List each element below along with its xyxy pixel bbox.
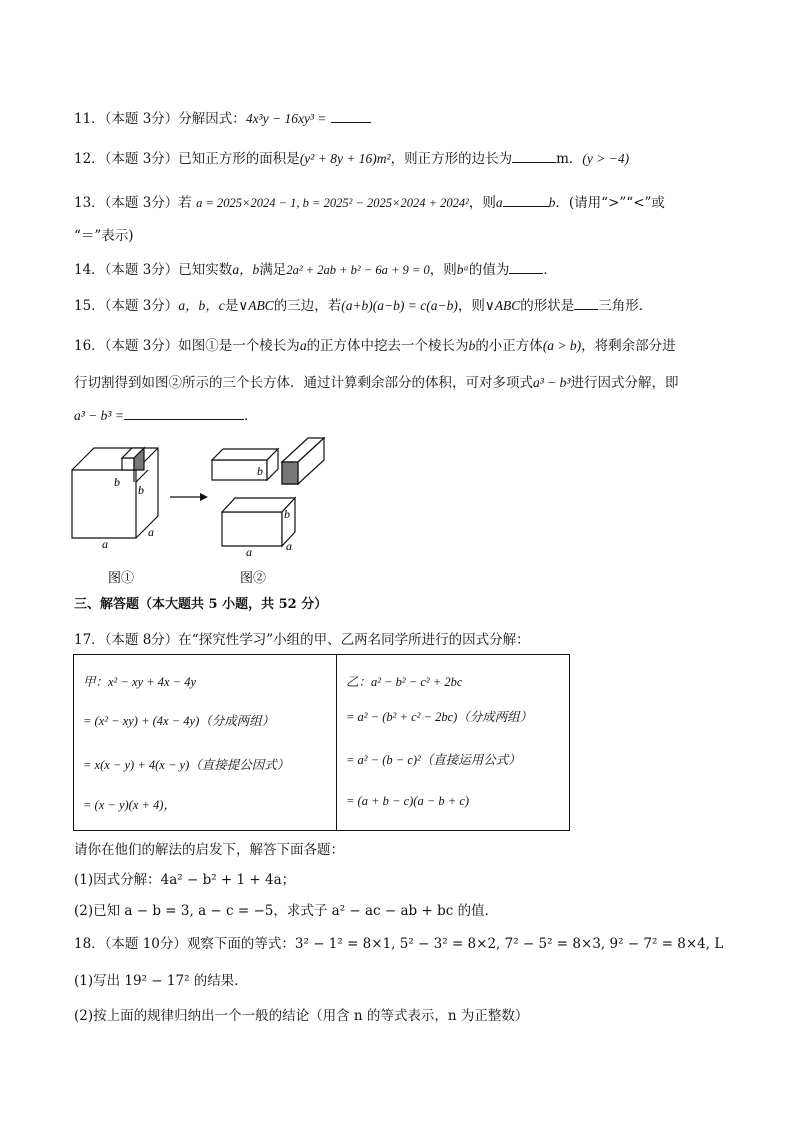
question-17-intro: 17．（本题 8分）在“探究性学习”小组的甲、乙两名同学所进行的因式分解： (74, 632, 530, 648)
q15-expression: (a+b)(a−b) = c(a−b) (341, 298, 458, 313)
jia-line-4: = (x − y)(x + 4)， (83, 798, 176, 812)
yi-line-3: = a² − (b − c)²（直接运用公式） (346, 753, 521, 767)
question-11 (74, 108, 371, 129)
jia-line-2: = (x² − xy) + (4x − 4y)（分成两组） (83, 714, 275, 728)
question-18: 18．（本题 10分）观察下面的等式：3² − 1² = 8×1, 5² − 3² = 8×2, 7² − 5² = 8×3, 9² − 7² = 8×4, L (74, 936, 724, 952)
answer-blank (509, 259, 543, 274)
q14-text: 14．（本题 3分）已知实数 (74, 262, 233, 278)
yi-line-2: = a² − (b² + c² − 2bc)（分成两组） (346, 710, 533, 724)
figure-2-cuboids (212, 438, 324, 546)
q16-b: b (468, 338, 476, 353)
question-17-after: 请你在他们的解法的启发下，解答下面各题： (74, 842, 344, 858)
q15-triangle2: ∨ABC (484, 298, 521, 313)
question-15 (74, 295, 652, 316)
q16-text-b: 的正方体中挖去一个棱长为 (306, 338, 469, 354)
q12-expression: (y² + 8y + 16)m² (299, 151, 391, 166)
q15-triangle: ∨ABC (238, 298, 274, 313)
q16-answer-expression: a³ − b³ = (74, 408, 124, 423)
jia-line-3: = x(x − y) + 4(x − y)（直接提公因式） (83, 758, 290, 772)
q12-text: 12．（本题 3分）已知正方形的面积是 (74, 151, 300, 167)
q11-expression: 4x³y − 16xy³ = (245, 111, 327, 126)
q15-end: 三角形． (598, 298, 653, 314)
q16-text2b: 进行因式分解，即 (570, 375, 679, 391)
question-18-part1: (1)写出 19² − 17² 的结果． (74, 973, 248, 989)
fig2-label-b1: b (257, 464, 263, 478)
q15-mid: 是 (224, 298, 239, 314)
q16-text2: 行切割得到如图②所示的三个长方体．通过计算剩余部分的体积，可对多项式 (74, 375, 533, 391)
q14-expression: 2a² + 2ab + b² − 6a + 9 = 0 (286, 263, 430, 277)
answer-blank (331, 108, 371, 123)
q16-text-c: 的小正方体 (475, 338, 543, 354)
fig2-label-b2: b (284, 507, 290, 521)
q12-condition: (y > −4) (582, 151, 630, 166)
question-17-part1: (1)因式分解：4a² − b² + 1 + 4a； (74, 872, 296, 888)
fig2-caption: 图② (240, 570, 267, 585)
q15-vars: a，b，c (178, 298, 225, 313)
q11-text: 11．（本题 3分）分解因式： (74, 111, 246, 127)
q13-expression: a = 2025×2024 − 1, b = 2025² − 2025×2024 + 2024² (196, 196, 469, 210)
q16-a: a (299, 338, 307, 353)
q12-unit: m． (556, 151, 583, 167)
q16-expression: a³ − b³ (533, 375, 571, 390)
answer-blank (574, 295, 598, 310)
q14-end: ． (543, 262, 557, 278)
q14-vars: a，b (232, 262, 260, 277)
q16-text: 16．（本题 3分）如图①是一个棱长为 (74, 338, 300, 354)
solution-yi (337, 655, 570, 831)
q14-tail: 的值为 (468, 262, 510, 278)
answer-blank (124, 405, 244, 420)
fig1-label-b1: b (114, 475, 120, 489)
question-17-part2: (2)已知 a − b = 3, a − c = −5，求式子 a² − ac − ab + bc 的值． (74, 903, 499, 919)
question-18-part2: (2)按上面的规律归纳出一个一般的结论（用含 n 的等式表示，n 为正整数） (74, 1008, 529, 1024)
question-12 (74, 148, 629, 169)
solution-table (73, 654, 570, 831)
q15-text: 15．（本题 3分） (74, 298, 179, 314)
cube-figure (60, 430, 350, 595)
jia-line-1: 甲：x² − xy + 4x − 4y (83, 675, 197, 689)
solution-jia (74, 655, 337, 831)
q16-text-d: ，将剩余部分进 (581, 338, 676, 354)
q12-mid: ，则正方形的边长为 (390, 151, 513, 167)
fig1-label-a2: a (148, 525, 154, 539)
answer-blank (503, 192, 549, 207)
yi-line-1: 乙：a² − b² − c² + 2bc (346, 675, 463, 689)
section-3-heading: 三、解答题（本大题共 5 小题，共 52 分） (74, 597, 328, 612)
q13-a: a (495, 195, 503, 210)
question-13 (74, 192, 665, 213)
fig2-label-a1: a (246, 545, 252, 559)
q13-text: 13．（本题 3分）若 (74, 195, 192, 211)
question-14 (74, 259, 557, 280)
q15-tail: 的形状是 (520, 298, 575, 314)
q14-expression2: bᵃ (456, 262, 469, 277)
answer-blank (512, 148, 556, 163)
figure-1-cube (72, 448, 158, 538)
q16-end: ． (243, 408, 258, 424)
q16-condition: (a > b) (542, 338, 582, 353)
fig1-caption: 图① (108, 570, 135, 585)
q14-mid2: ，则 (429, 262, 457, 278)
question-16-line2 (74, 373, 678, 393)
arrow-icon (170, 493, 208, 501)
q14-mid: 满足 (259, 262, 287, 278)
q13-tail: ．(请用“>”“<”或 (555, 195, 665, 211)
question-13-line2: “＝”表示) (74, 228, 134, 244)
fig1-label-a1: a (102, 537, 108, 551)
fig2-label-a2: a (286, 539, 292, 553)
q13-mid: ，则 (468, 195, 496, 211)
q15-mid3: ，则 (457, 298, 485, 314)
q15-mid2: 的三边，若 (273, 298, 342, 314)
fig1-label-b2: b (138, 483, 144, 497)
q13-b: b (548, 195, 556, 210)
yi-line-4: = (a + b − c)(a − b + c) (346, 794, 470, 808)
question-16-line3 (74, 405, 257, 426)
question-16-line1 (74, 336, 676, 356)
